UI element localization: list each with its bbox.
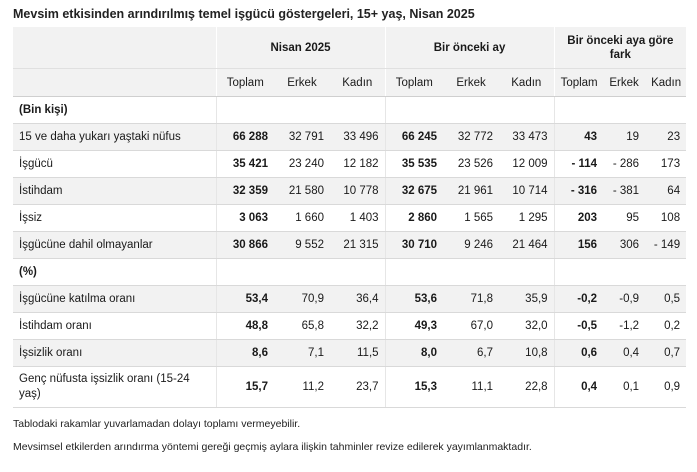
value-cell: - 316 [554, 178, 603, 205]
row-label: İstihdam [13, 178, 216, 205]
footnote-rounding: Tablodaki rakamlar yuvarlamadan dolayı toplamı vermeyebilir. [13, 418, 301, 430]
section-empty-cell [645, 97, 686, 124]
table-row [13, 340, 686, 367]
value-cell: 35 421 [216, 151, 274, 178]
table-row [13, 367, 686, 408]
value-cell: 23 240 [274, 151, 330, 178]
value-cell: 19 [603, 124, 645, 151]
value-cell: 203 [554, 205, 603, 232]
value-cell: 9 552 [274, 232, 330, 259]
value-cell: 70,9 [274, 286, 330, 313]
sub-header-total: Toplam [385, 69, 443, 97]
value-cell: 1 403 [330, 205, 385, 232]
value-cell: 23 [645, 124, 686, 151]
group-header-row [13, 27, 686, 69]
value-cell: 21 961 [443, 178, 499, 205]
value-cell: 3 063 [216, 205, 274, 232]
value-cell: 35 535 [385, 151, 443, 178]
sub-header-female: Kadın [499, 69, 554, 97]
section-label: (Bin kişi) [13, 97, 216, 124]
section-empty-cell [443, 97, 499, 124]
footnote-seasonal: Mevsimsel etkilerden arındırma yöntemi gereği geçmiş aylara ilişkin tahminler revize edilerek yayımlanmaktadır. [13, 441, 532, 453]
value-cell: 21 464 [499, 232, 554, 259]
value-cell: 8,6 [216, 340, 274, 367]
table-row [13, 232, 686, 259]
value-cell: 15,3 [385, 367, 443, 408]
value-cell: 33 473 [499, 124, 554, 151]
section-empty-cell [385, 97, 443, 124]
value-cell: 0,1 [603, 367, 645, 408]
value-cell: 11,5 [330, 340, 385, 367]
value-cell: - 381 [603, 178, 645, 205]
group-header-current: Nisan 2025 [216, 27, 385, 69]
section-empty-cell [443, 259, 499, 286]
value-cell: 65,8 [274, 313, 330, 340]
value-cell: 67,0 [443, 313, 499, 340]
row-label: Genç nüfusta işsizlik oranı (15-24 yaş) [13, 367, 216, 408]
row-label: İşsiz [13, 205, 216, 232]
value-cell: 10 778 [330, 178, 385, 205]
section-empty-cell [554, 259, 603, 286]
value-cell: - 286 [603, 151, 645, 178]
value-cell: 10,8 [499, 340, 554, 367]
value-cell: 43 [554, 124, 603, 151]
value-cell: 21 580 [274, 178, 330, 205]
value-cell: 36,4 [330, 286, 385, 313]
value-cell: 53,6 [385, 286, 443, 313]
value-cell: 53,4 [216, 286, 274, 313]
group-header-difference: Bir önceki aya göre fark [554, 27, 686, 69]
section-empty-cell [274, 97, 330, 124]
value-cell: 32 359 [216, 178, 274, 205]
value-cell: 1 295 [499, 205, 554, 232]
section-empty-cell [216, 259, 274, 286]
sub-header-female: Kadın [645, 69, 686, 97]
section-empty-cell [385, 259, 443, 286]
value-cell: 173 [645, 151, 686, 178]
table-title: Mevsim etkisinden arındırılmış temel işgücü göstergeleri, 15+ yaş, Nisan 2025 [13, 7, 475, 21]
section-row [13, 97, 686, 124]
row-label: İstihdam oranı [13, 313, 216, 340]
labour-indicators-table [13, 27, 686, 408]
value-cell: 64 [645, 178, 686, 205]
value-cell: 48,8 [216, 313, 274, 340]
value-cell: 30 710 [385, 232, 443, 259]
value-cell: 6,7 [443, 340, 499, 367]
value-cell: 0,2 [645, 313, 686, 340]
value-cell: 32 791 [274, 124, 330, 151]
value-cell: 0,4 [603, 340, 645, 367]
value-cell: 156 [554, 232, 603, 259]
section-empty-cell [330, 97, 385, 124]
section-empty-cell [274, 259, 330, 286]
table-row [13, 151, 686, 178]
value-cell: 95 [603, 205, 645, 232]
table-row [13, 205, 686, 232]
value-cell: 0,7 [645, 340, 686, 367]
value-cell: 108 [645, 205, 686, 232]
group-header-previous: Bir önceki ay [385, 27, 554, 69]
row-label: İşgücü [13, 151, 216, 178]
row-label: İşgücüne katılma oranı [13, 286, 216, 313]
section-empty-cell [645, 259, 686, 286]
value-cell: 1 660 [274, 205, 330, 232]
value-cell: 21 315 [330, 232, 385, 259]
table-row [13, 313, 686, 340]
section-empty-cell [603, 259, 645, 286]
sub-header-male: Erkek [443, 69, 499, 97]
value-cell: 71,8 [443, 286, 499, 313]
value-cell: 0,4 [554, 367, 603, 408]
value-cell: -0,2 [554, 286, 603, 313]
value-cell: 66 288 [216, 124, 274, 151]
value-cell: 22,8 [499, 367, 554, 408]
section-empty-cell [554, 97, 603, 124]
value-cell: 11,2 [274, 367, 330, 408]
value-cell: 10 714 [499, 178, 554, 205]
section-label: (%) [13, 259, 216, 286]
section-empty-cell [330, 259, 385, 286]
table-row [13, 178, 686, 205]
row-label: İşsizlik oranı [13, 340, 216, 367]
table-row [13, 286, 686, 313]
value-cell: - 114 [554, 151, 603, 178]
value-cell: 30 866 [216, 232, 274, 259]
table-body [13, 27, 686, 408]
section-empty-cell [216, 97, 274, 124]
sub-header-row [13, 69, 686, 97]
header-corner-2 [13, 69, 216, 97]
value-cell: 23,7 [330, 367, 385, 408]
value-cell: 32,2 [330, 313, 385, 340]
value-cell: 7,1 [274, 340, 330, 367]
value-cell: 0,6 [554, 340, 603, 367]
value-cell: 11,1 [443, 367, 499, 408]
value-cell: 0,9 [645, 367, 686, 408]
value-cell: 9 246 [443, 232, 499, 259]
section-row [13, 259, 686, 286]
value-cell: -0,5 [554, 313, 603, 340]
section-empty-cell [603, 97, 645, 124]
sub-header-male: Erkek [274, 69, 330, 97]
value-cell: 23 526 [443, 151, 499, 178]
value-cell: 32 675 [385, 178, 443, 205]
sub-header-male: Erkek [603, 69, 645, 97]
value-cell: 0,5 [645, 286, 686, 313]
header-corner [13, 27, 216, 69]
value-cell: 66 245 [385, 124, 443, 151]
value-cell: 12 182 [330, 151, 385, 178]
value-cell: 32,0 [499, 313, 554, 340]
value-cell: 2 860 [385, 205, 443, 232]
value-cell: 15,7 [216, 367, 274, 408]
value-cell: 1 565 [443, 205, 499, 232]
row-label: 15 ve daha yukarı yaştaki nüfus [13, 124, 216, 151]
table-row [13, 124, 686, 151]
value-cell: 12 009 [499, 151, 554, 178]
value-cell: 49,3 [385, 313, 443, 340]
sub-header-total: Toplam [554, 69, 603, 97]
value-cell: 35,9 [499, 286, 554, 313]
section-empty-cell [499, 259, 554, 286]
value-cell: 8,0 [385, 340, 443, 367]
value-cell: 32 772 [443, 124, 499, 151]
value-cell: 33 496 [330, 124, 385, 151]
value-cell: -1,2 [603, 313, 645, 340]
value-cell: - 149 [645, 232, 686, 259]
section-empty-cell [499, 97, 554, 124]
value-cell: 306 [603, 232, 645, 259]
sub-header-female: Kadın [330, 69, 385, 97]
row-label: İşgücüne dahil olmayanlar [13, 232, 216, 259]
sub-header-total: Toplam [216, 69, 274, 97]
value-cell: -0,9 [603, 286, 645, 313]
